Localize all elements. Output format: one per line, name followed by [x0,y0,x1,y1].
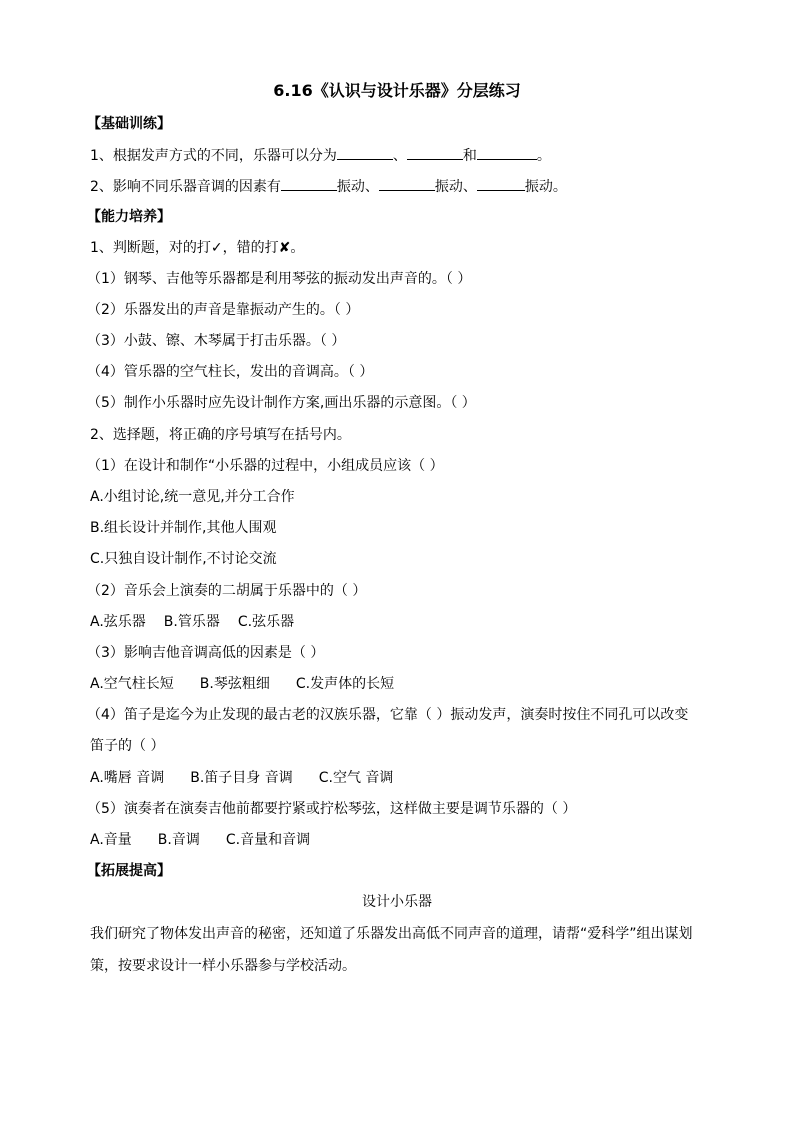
choice-2-option-a: A.弦乐器 [90,614,146,630]
q1-sep-2: 和 [462,148,477,164]
basic-question-2 [90,176,567,197]
judge-item-4: （4）管乐器的空气柱长，发出的音调高。（ ） [87,364,374,380]
choice-5-option-b: B.音调 [157,832,200,848]
basic-question-1 [90,145,551,166]
section-heading-basic: 【基础训练】 [87,116,171,132]
q2-blank-2[interactable] [379,176,435,191]
choice-4-option-a: A.嘴唇 音调 [90,770,165,786]
choice-2-question: （2）音乐会上演奏的二胡属于乐器中的（ ） [87,583,367,599]
page-title: 6.16《认识与设计乐器》分层练习 [273,81,521,100]
q2-text: 2、影响不同乐器音调的因素有 [90,179,281,195]
judge-item-2: （2）乐器发出的声音是靠振动产生的。（ ） [87,302,360,318]
q2-end: 振动。 [524,179,567,195]
choice-4-question-line-2: 笛子的（ ） [90,738,165,754]
choice-2-option-c: C.弦乐器 [237,614,295,630]
q1-end: 。 [536,148,551,164]
choice-3-option-b: B.琴弦粗细 [199,676,270,692]
q2-sep-1: 振动、 [336,179,379,195]
q1-blank-2[interactable] [407,145,463,160]
choice-4-options [90,768,393,788]
extend-paragraph-line-1: 我们研究了物体发出声音的秘密，还知道了乐器发出高低不同声音的道理，请帮“爱科学”组出谋划 [90,926,693,942]
choice-4-question-line-1: （4）笛子是迄今为止发现的最古老的汉族乐器，它靠（ ）振动发声，演奏时按住不同孔可以改变 [87,707,689,723]
choice-1-question: （1）在设计和制作“小乐器的过程中，小组成员应该（ ） [87,458,444,474]
choice-5-option-c: C.音量和音调 [225,832,311,848]
extend-paragraph-line-2: 策，按要求设计一样小乐器参与学校活动。 [90,958,356,974]
q1-blank-1[interactable] [337,145,393,160]
choice-4-option-b: B.笛子目身 音调 [190,770,293,786]
choice-3-options [90,674,394,694]
q1-text: 1、根据发声方式的不同，乐器可以分为 [90,148,337,164]
choice-5-option-a: A.音量 [90,832,132,848]
choice-title: 2、选择题，将正确的序号填写在括号内。 [90,427,351,443]
q1-sep-1: 、 [392,148,407,164]
choice-2-options [90,612,294,632]
q2-blank-3[interactable] [477,176,525,191]
judge-item-3: （3）小鼓、镲、木琴属于打击乐器。（ ） [87,333,346,349]
choice-1-option-b: B.组长设计并制作,其他人围观 [90,520,277,536]
q2-blank-1[interactable] [281,176,337,191]
choice-3-question: （3）影响吉他音调高低的因素是（ ） [87,645,325,661]
choice-3-option-c: C.发声体的长短 [295,676,395,692]
extend-subtitle: 设计小乐器 [362,894,432,910]
choice-1-option-a: A.小组讨论,统一意见,并分工合作 [90,489,295,505]
q1-blank-3[interactable] [477,145,537,160]
choice-1-option-c: C.只独自设计制作,不讨论交流 [90,551,277,567]
section-heading-extend: 【拓展提高】 [87,863,171,879]
q2-sep-2: 振动、 [434,179,477,195]
judge-item-1: （1）钢琴、吉他等乐器都是利用琴弦的振动发出声音的。（ ） [87,271,472,287]
choice-4-option-c: C.空气 音调 [318,770,394,786]
choice-5-question: （5）演奏者在演奏吉他前都要拧紧或拧松琴弦，这样做主要是调节乐器的（ ） [87,801,577,817]
judge-title: 1、判断题，对的打✓，错的打✘。 [90,240,305,256]
choice-2-option-b: B.管乐器 [163,614,220,630]
choice-5-options [90,830,310,850]
judge-item-5: （5）制作小乐器时应先设计制作方案,画出乐器的示意图。（ ） [87,395,476,411]
choice-3-option-a: A.空气柱长短 [90,676,174,692]
section-heading-ability: 【能力培养】 [87,209,171,225]
